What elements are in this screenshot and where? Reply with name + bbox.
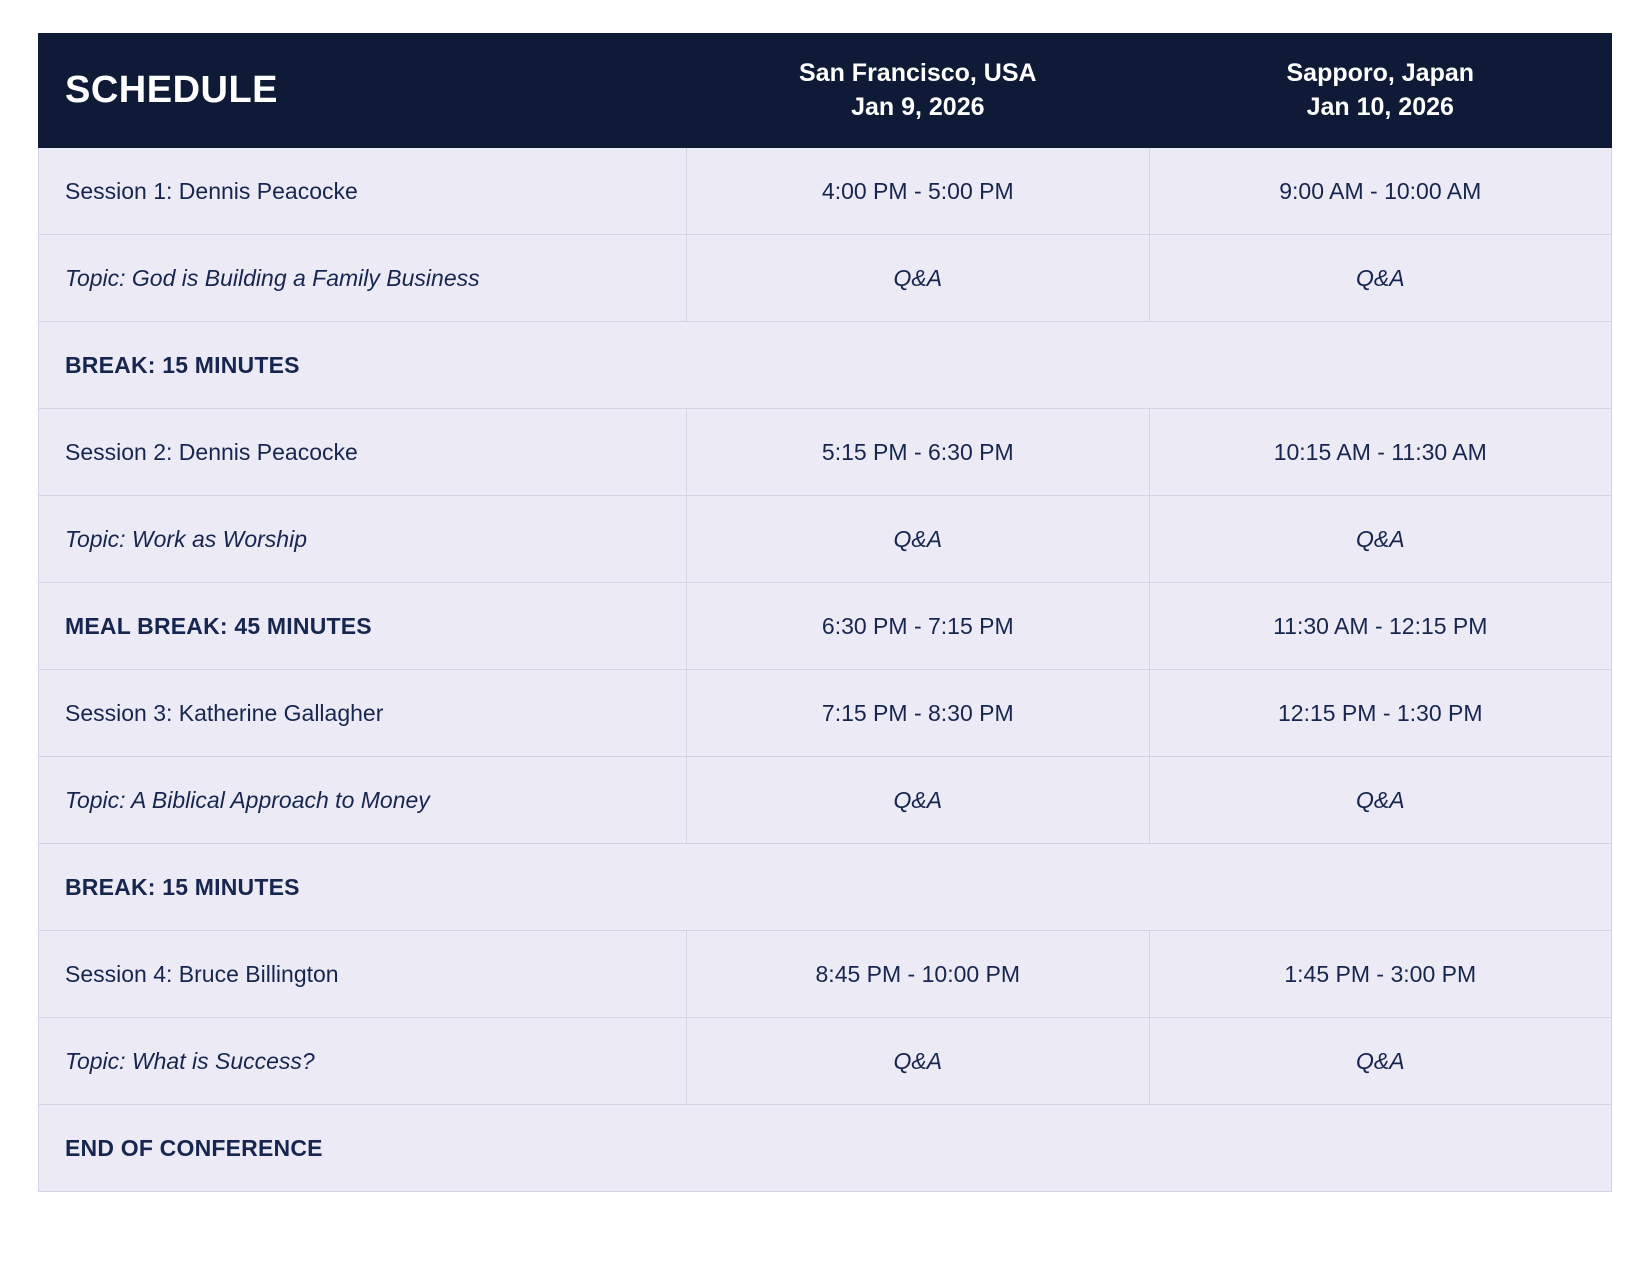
- row-time-sapporo: Q&A: [1149, 496, 1611, 583]
- row-label: BREAK: 15 MINUTES: [39, 322, 1612, 409]
- row-label: Topic: God is Building a Family Business: [39, 235, 687, 322]
- header-row: [39, 34, 1612, 148]
- row-time-sapporo: 11:30 AM - 12:15 PM: [1149, 583, 1611, 670]
- table-row: [39, 496, 1612, 583]
- schedule-table: [38, 33, 1612, 1192]
- table-row: [39, 583, 1612, 670]
- table-row: [39, 322, 1612, 409]
- row-time-sapporo: 9:00 AM - 10:00 AM: [1149, 148, 1611, 235]
- column-header-date: Jan 10, 2026: [1306, 92, 1454, 121]
- row-time-san-francisco: 7:15 PM - 8:30 PM: [687, 670, 1149, 757]
- table-header: [39, 34, 1612, 148]
- table-row: [39, 931, 1612, 1018]
- row-time-sapporo: 12:15 PM - 1:30 PM: [1149, 670, 1611, 757]
- column-header-san-francisco: [687, 34, 1149, 148]
- column-header-city: Sapporo, Japan: [1286, 58, 1475, 87]
- table-row: [39, 1018, 1612, 1105]
- row-time-san-francisco: Q&A: [687, 1018, 1149, 1105]
- column-header-date: Jan 9, 2026: [851, 92, 985, 121]
- table-row: [39, 409, 1612, 496]
- page-title: SCHEDULE: [39, 34, 687, 148]
- row-time-sapporo: 10:15 AM - 11:30 AM: [1149, 409, 1611, 496]
- row-time-sapporo: Q&A: [1149, 1018, 1611, 1105]
- row-label: MEAL BREAK: 45 MINUTES: [39, 583, 687, 670]
- table-row: [39, 1105, 1612, 1192]
- row-time-san-francisco: 6:30 PM - 7:15 PM: [687, 583, 1149, 670]
- table-row: [39, 844, 1612, 931]
- row-label: Session 1: Dennis Peacocke: [39, 148, 687, 235]
- row-time-san-francisco: Q&A: [687, 235, 1149, 322]
- row-time-san-francisco: 8:45 PM - 10:00 PM: [687, 931, 1149, 1018]
- row-label: END OF CONFERENCE: [39, 1105, 1612, 1192]
- row-time-sapporo: Q&A: [1149, 757, 1611, 844]
- row-label: Topic: A Biblical Approach to Money: [39, 757, 687, 844]
- row-label: Session 3: Katherine Gallagher: [39, 670, 687, 757]
- table-body: [39, 148, 1612, 1192]
- table-row: [39, 148, 1612, 235]
- row-label: Session 4: Bruce Billington: [39, 931, 687, 1018]
- row-time-sapporo: Q&A: [1149, 235, 1611, 322]
- row-label: Topic: What is Success?: [39, 1018, 687, 1105]
- row-label: BREAK: 15 MINUTES: [39, 844, 1612, 931]
- row-time-san-francisco: Q&A: [687, 496, 1149, 583]
- column-header-sapporo: [1149, 34, 1611, 148]
- table-row: [39, 670, 1612, 757]
- row-time-san-francisco: 4:00 PM - 5:00 PM: [687, 148, 1149, 235]
- row-time-san-francisco: 5:15 PM - 6:30 PM: [687, 409, 1149, 496]
- column-header-city: San Francisco, USA: [799, 58, 1037, 87]
- table-row: [39, 235, 1612, 322]
- table-row: [39, 757, 1612, 844]
- row-time-sapporo: 1:45 PM - 3:00 PM: [1149, 931, 1611, 1018]
- row-label: Session 2: Dennis Peacocke: [39, 409, 687, 496]
- row-label: Topic: Work as Worship: [39, 496, 687, 583]
- row-time-san-francisco: Q&A: [687, 757, 1149, 844]
